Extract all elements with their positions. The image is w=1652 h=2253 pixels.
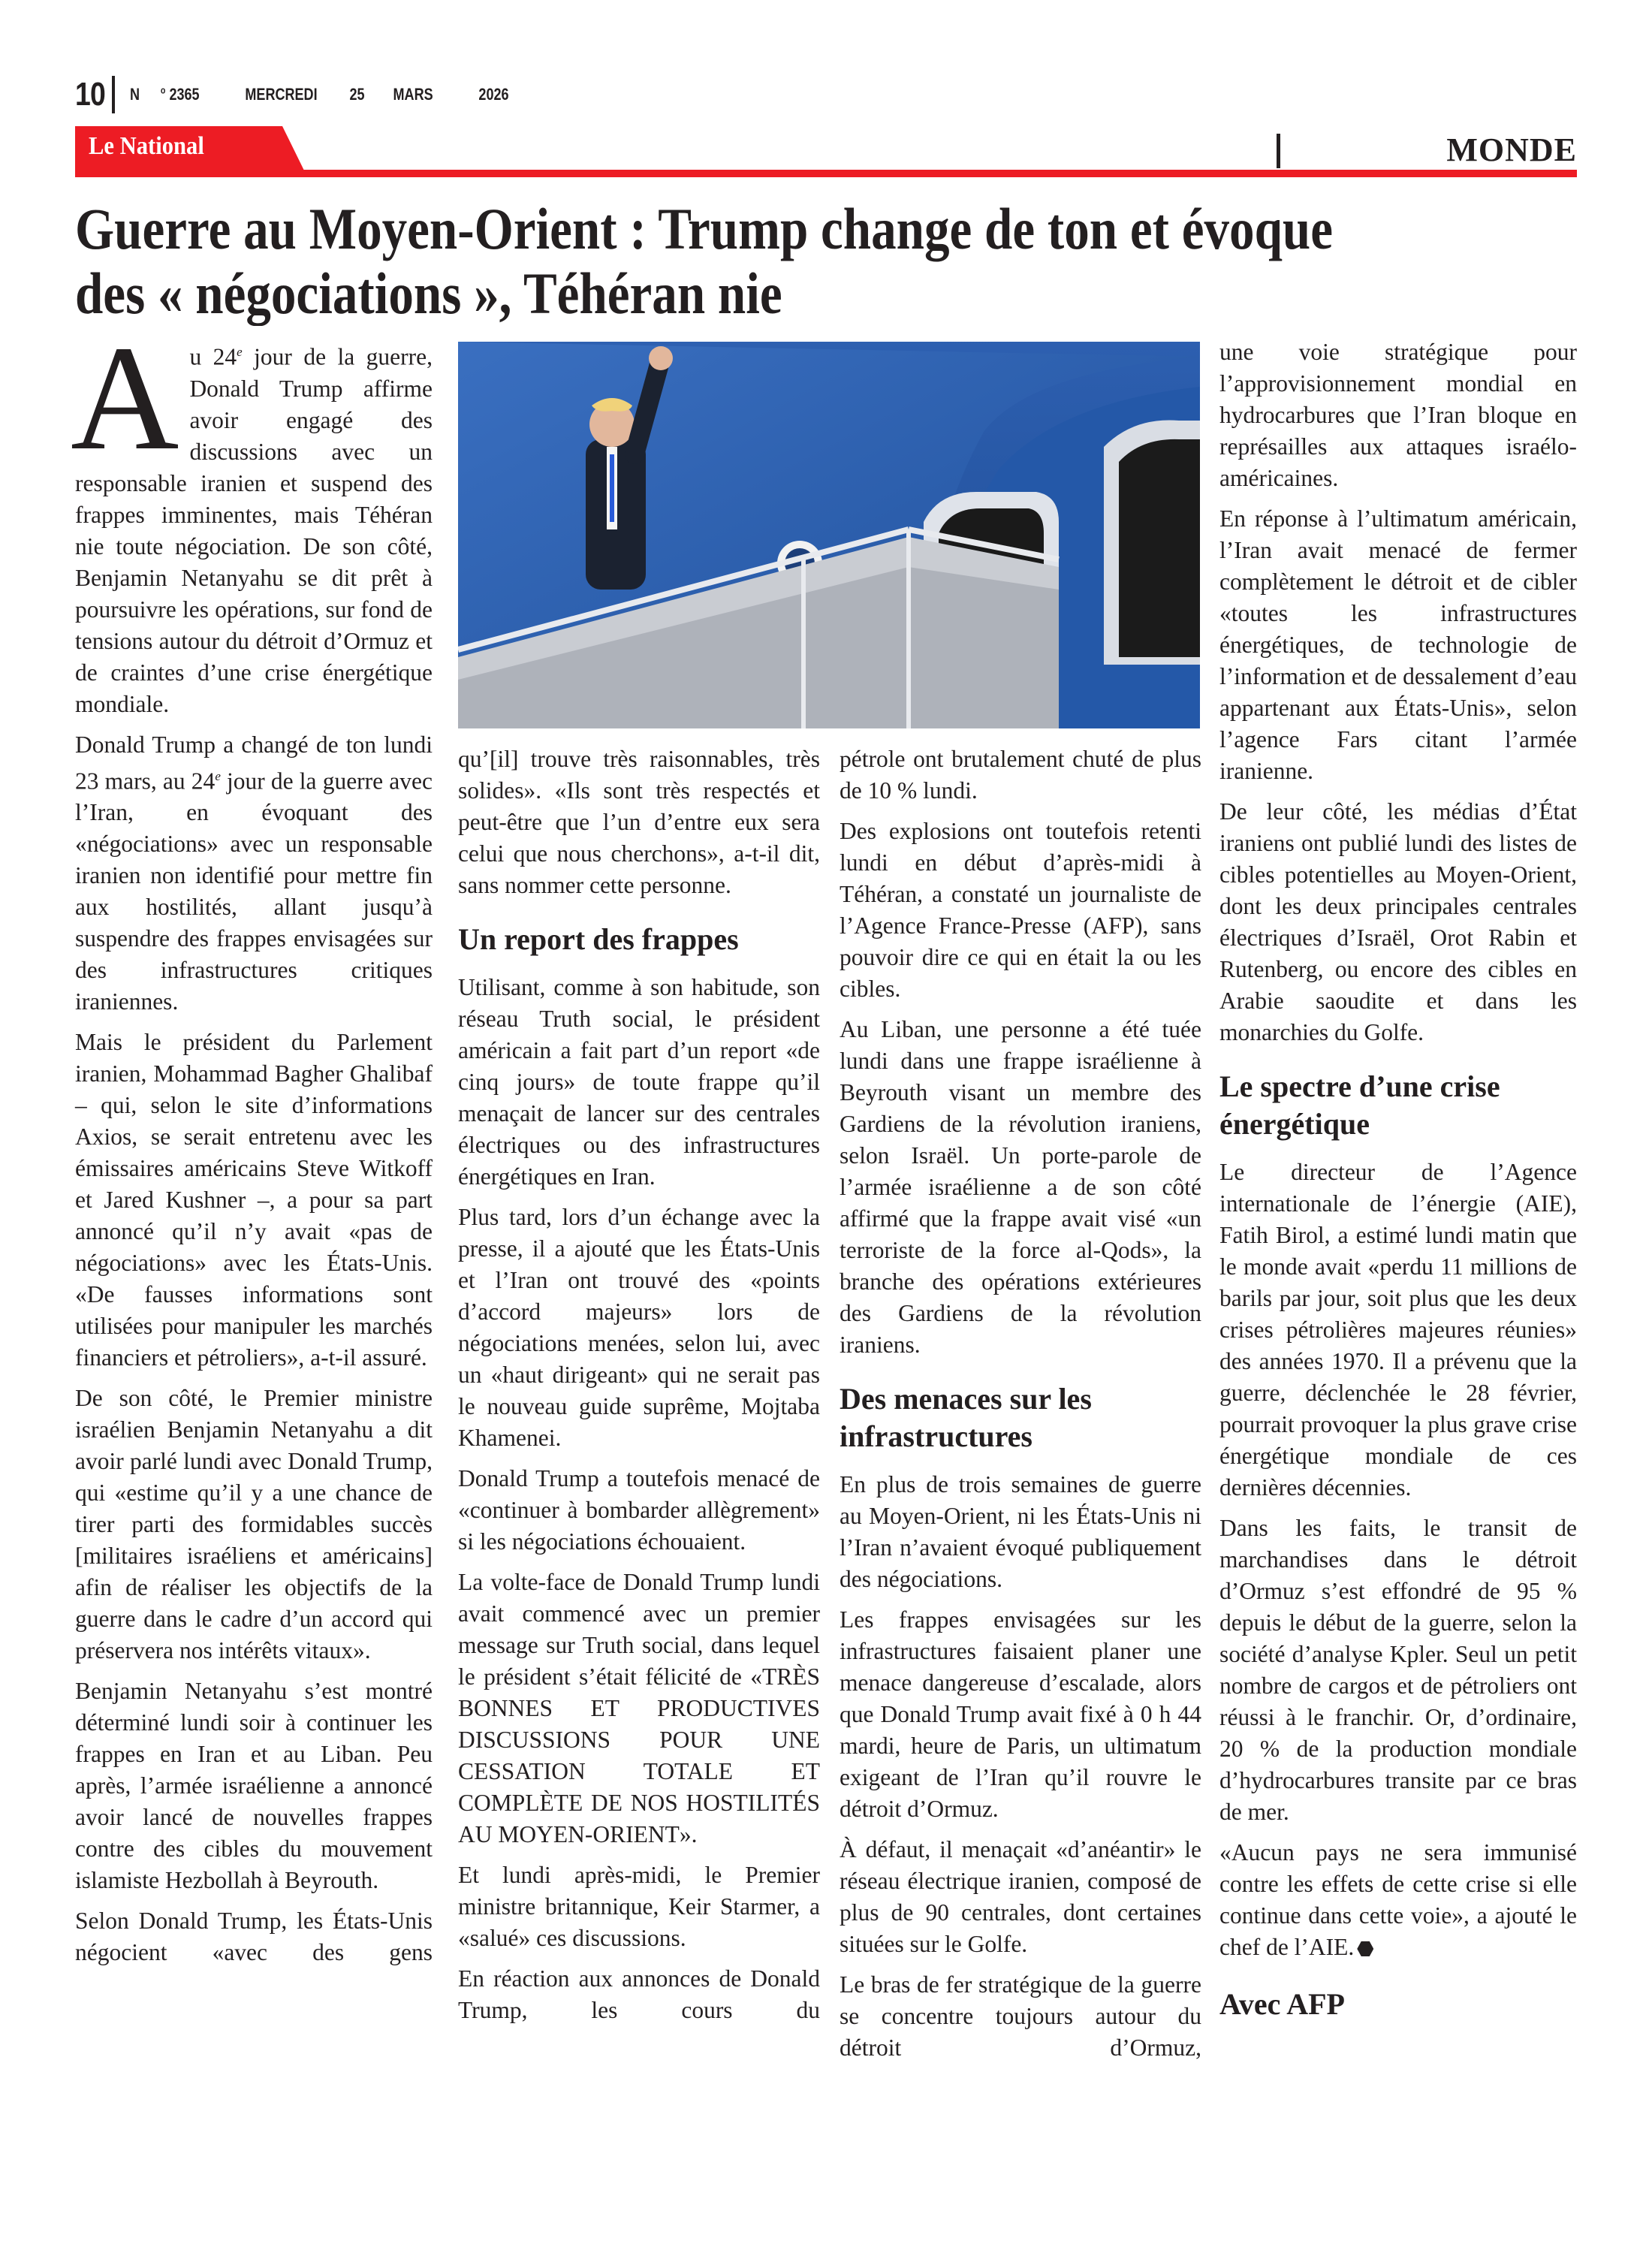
- body-paragraph: La volte-face de Donald Trump lundi avait commencé avec un premier message sur Truth social, dans lequel le président s’était félicité de «TRÈS BONNES ET PRODUCTIVES DISCUSSIONS POUR UNE CESSATION TOTALE ET COMPLÈTE DE NOS HOSTILITÉS AU MOYEN-ORIENT».: [458, 1569, 820, 1847]
- subhead-report-des-frappes: Un report des frappes: [458, 922, 739, 956]
- body-paragraph: Mais le président du Parlement iranien, Mohammad Bagher Ghalibaf – qui, selon le site d’informations Axios, se serait entretenu avec les émissaires américains Steve Witkoff et Jared Kushner –, a pour sa part annoncé qu’il n’y avait «pas de négociations» avec les États-Unis. «De fausses informations sont utilisées pour manipuler les marchés financiers et pétroliers», a-t-il assuré.: [75, 1029, 433, 1371]
- closing-paragraph: «Aucun pays ne sera immunisé contre les effets de cette crise si elle continue dans cette voie», a ajouté le chef de l’AIE.: [1219, 1839, 1577, 1960]
- body-paragraph: Les frappes envisagées sur les infrastructures faisaient planer une menace dangereuse d’escalade, alors que Donald Trump avait fixé à 0 h 44 mardi, heure de Paris, un ultimatum exigeant de l’Iran qu’il rouvre le détroit d’Ormuz.: [840, 1606, 1201, 1822]
- body-paragraph: Utilisant, comme à son habitude, son réseau Truth social, le président américain a fait part d’un report «de cinq jours» de toute frappe qu’il menaçait de lancer sur des centrales électriques ou des infrastructures énergétiques en Iran.: [458, 974, 820, 1190]
- body-paragraph-continued: une voie stratégique pour l’approvisionnement mondial en hydrocarbures que l’Iran bloque en représailles aux attaques israélo-américaines.: [1219, 339, 1577, 491]
- body-paragraph: Le bras de fer stratégique de la guerre se concentre toujours autour du détroit d’Ormuz,: [840, 1971, 1201, 2061]
- body-paragraph: Et lundi après-midi, le Premier ministre britannique, Keir Starmer, a «salué» ces discussions.: [458, 1862, 820, 1951]
- publication-name: Le National: [89, 132, 204, 160]
- issue-number: N $^o$ 2365: [129, 84, 200, 104]
- section-rubric: MONDE: [1446, 131, 1577, 168]
- dropcap: A: [71, 315, 179, 481]
- section-rule: [75, 170, 1577, 177]
- article-column-4: [1219, 336, 1577, 2020]
- article-column-1: [71, 315, 433, 1977]
- headline-line-2: des « négociations », Téhéran nie: [75, 261, 782, 326]
- folio-row: [75, 72, 617, 117]
- body-paragraph: Le directeur de l’Agence internationale de l’énergie (AIE), Fatih Birol, a estimé lundi matin que le monde avait «perdu 11 millions de barils par jour, soit plus que les deux crises pétrolières majeures réunies» des années 1970. Il a prévenu que la guerre, déclenchée le 28 février, pourrait provoquer la plus grave crise énergétique mondiale de ces dernières décennies.: [1219, 1159, 1577, 1500]
- article-column-2: [458, 743, 820, 2035]
- headline-line-1: Guerre au Moyen-Orient : Trump change de ton et évoque: [75, 196, 1333, 261]
- body-paragraph: Donald Trump a toutefois menacé de «continuer à bombarder allègrement» si les négociations échouaient.: [458, 1465, 820, 1555]
- body-paragraph-continued: qu’[il] trouve très raisonnables, très solides». «Ils sont très respectés et peut-être que l’un d’entre eux sera celui que nous cherchons», a-t-il dit, sans nommer cette personne.: [458, 746, 820, 898]
- body-paragraph: Des explosions ont toutefois retenti lundi en début d’après-midi à Téhéran, a constaté un journaliste de l’Agence France-Presse (AFP), sans pouvoir dire ce qui en était la ou les cibles.: [840, 818, 1201, 1002]
- body-paragraph-continued: pétrole ont brutalement chuté de plus de 10 % lundi.: [840, 746, 1201, 804]
- section-band: [75, 126, 1577, 177]
- subhead-spectre-crise-energetique: Le spectre d’une crise énergétique: [1219, 1069, 1500, 1141]
- lead-paragraph: Au 24e jour de la guerre, Donald Trump affirme avoir engagé des discussions avec un responsable iranien et suspend des frappes imminentes, mais Téhéran nie toute négociation. De son côté, Benjamin Netanyahu se dit prêt à poursuivre les opérations, sur fond de tensions autour du détroit d’Ormuz et de craintes d’une crise énergétique mondiale.: [71, 315, 433, 717]
- body-paragraph: Benjamin Netanyahu s’est montré déterminé lundi soir à continuer les frappes en Iran et au Liban. Peu après, l’armée israélienne a annoncé avoir lancé de nouvelles frappes contre des cibles du mouvement islamiste Hezbollah à Beyrouth.: [75, 1678, 433, 1893]
- body-paragraph: En réponse à l’ultimatum américain, l’Iran avait menacé de fermer complètement le détroit et de cibler «toutes les infrastructures énergétiques, de technologie de l’information et de dessalement d’eau appartenant aux États-Unis», selon l’agence Fars citant l’armée iranienne.: [1219, 505, 1577, 784]
- body-paragraph: Au Liban, une personne a été tuée lundi dans une frappe israélienne à Beyrouth visant un membre des Gardiens de la révolution iraniens, selon Israël. Un porte-parole de l’armée israélienne a de son côté affirmé que la frappe avait visé «un terroriste de la force al-Qods», la branche des opérations extérieures des Gardiens de la révolution iraniens.: [840, 1016, 1201, 1358]
- folio-divider: [112, 76, 115, 113]
- page-number: 10: [75, 76, 105, 113]
- article-headline: [75, 197, 1577, 326]
- body-paragraph: En réaction aux annonces de Donald Trump, les cours du: [458, 1965, 820, 2023]
- body-paragraph: En plus de trois semaines de guerre au Moyen-Orient, ni les États-Unis ni l’Iran n’avaient évoqué publiquement des négociations.: [840, 1471, 1201, 1592]
- article-signature: Avec AFP: [1219, 1987, 1345, 2021]
- subhead-menaces-infrastructures: Des menaces sur les infrastructures: [840, 1382, 1092, 1453]
- body-paragraph: Donald Trump a changé de ton lundi 23 mars, au 24e jour de la guerre avec l’Iran, en évoquant des «négociations» avec un responsable iranien non identifié pour mettre fin aux hostilités, allant jusqu’à suspendre des frappes envisagées sur des infrastructures critiques iraniennes.: [75, 731, 433, 1015]
- body-paragraph: À défaut, il menaçait «d’anéantir» le réseau électrique iranien, composé de plus de 90 centrales, dont certaines situées sur le Golfe.: [840, 1836, 1201, 1957]
- end-of-article-icon: [1357, 1941, 1373, 1956]
- photo-image-icon: [458, 342, 1200, 728]
- issue-date-line: [130, 85, 529, 104]
- date-year: 2026: [478, 85, 509, 104]
- article-column-3: [840, 743, 1201, 2073]
- body-paragraph: De leur côté, les médias d’État iraniens ont publié lundi des listes de cibles potentielles au Moyen-Orient, dont les deux principales centrales électriques d’Israël, Orot Rabin et Rutenberg, ou encore des cibles en Arabie saoudite et dans les monarchies du Golfe.: [1219, 798, 1577, 1045]
- rubric-divider: [1277, 134, 1280, 168]
- body-paragraph: Selon Donald Trump, les États-Unis négocient «avec des gens: [75, 1908, 433, 1965]
- body-paragraph: De son côté, le Premier ministre israélien Benjamin Netanyahu a dit avoir parlé lundi avec Donald Trump, qui «estime qu’il y a une chance de tirer parti des formidables succès [militaires israéliens et américains] afin de réaliser les objectifs de la guerre dans le cadre d’un accord qui préservera nos intérêts vitaux».: [75, 1385, 433, 1663]
- body-paragraph: Dans les faits, le transit de marchandises dans le détroit d’Ormuz s’est effondré de 95 % depuis le début de la guerre, selon la société d’analyse Kpler. Seul un petit nombre de cargos et de pétroliers ont réussi à le franchir. Or, d’ordinaire, 20 % de la production mondiale d’hydrocarbures transite par ce bras de mer.: [1219, 1515, 1577, 1825]
- article-photo: [458, 342, 1200, 728]
- date-weekday-day-month: MERCREDI 25 MARS: [245, 85, 433, 104]
- body-paragraph: Plus tard, lors d’un échange avec la presse, il a ajouté que les États-Unis et l’Iran ont trouvé des «points d’accord majeurs» lors de négociations menées, selon lui, avec un «haut dirigeant» qui ne serait pas le nouveau guide suprême, Mojtaba Khamenei.: [458, 1204, 820, 1451]
